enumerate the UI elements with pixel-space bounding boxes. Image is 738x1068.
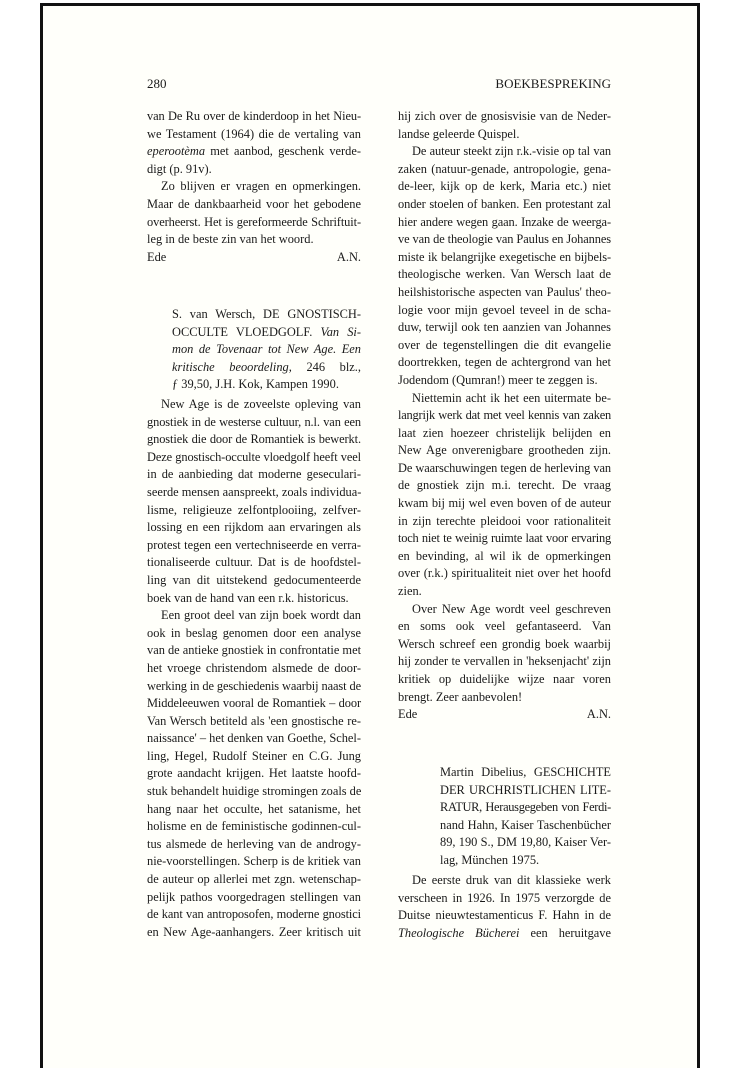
text: hang naar het occulte, het satanisme, het xyxy=(147,801,361,816)
text-line xyxy=(172,306,361,324)
text-line xyxy=(398,108,611,126)
text: lossing en een rijkdom aan ervaringen als xyxy=(147,520,361,535)
text: New Age is de zoveelste opleving van xyxy=(161,397,361,411)
text-line xyxy=(398,601,611,619)
text-line xyxy=(147,161,361,179)
italic-text: Theologische Bücherei xyxy=(398,925,520,940)
text-line xyxy=(398,390,611,408)
text: digt (p. 91v). xyxy=(147,161,212,176)
text: overheerst. Het is gereformeerde Schriftuit- xyxy=(147,214,361,229)
text-line xyxy=(398,460,611,478)
text: nie-voorstellingen. Scherp is de kritiek van xyxy=(147,854,361,869)
text-line xyxy=(147,625,361,643)
text-line xyxy=(147,695,361,713)
text-line xyxy=(147,414,361,432)
text-line xyxy=(147,126,361,144)
text-line xyxy=(398,583,611,601)
text: Wersch schreef een grondig boek waarbij xyxy=(398,636,611,651)
text-line xyxy=(398,266,611,284)
text-line xyxy=(147,801,361,819)
text-line xyxy=(147,554,361,572)
text: langrijk werk dat met veel kennis van zaken xyxy=(398,408,611,423)
text-line xyxy=(398,442,611,460)
signature-initials: A.N. xyxy=(336,249,361,264)
text-line xyxy=(147,396,361,414)
text-line xyxy=(398,890,611,908)
text: 89, 190 S., DM 19,80, Kaiser Ver- xyxy=(440,835,611,850)
text-line xyxy=(147,196,361,214)
text: Zo blijven er vragen en opmerkingen. xyxy=(161,179,361,194)
text: De auteur steekt zijn r.k.-visie op tal van xyxy=(412,144,611,159)
text-line xyxy=(398,249,611,267)
paragraph-block xyxy=(398,108,611,706)
text: kwam bij mij wel even boven of de auteur xyxy=(398,496,611,511)
text: S. van Wersch, DE GNOSTISCH- xyxy=(172,307,361,321)
text-line xyxy=(398,354,611,372)
text-line xyxy=(147,765,361,783)
text: over de tegenstellingen die dit evangelie xyxy=(398,337,611,352)
text-line xyxy=(398,565,611,583)
text-line xyxy=(147,231,361,249)
text-line xyxy=(398,618,611,636)
text-line xyxy=(147,143,361,161)
text: een heruitgave xyxy=(519,925,612,940)
text-line xyxy=(398,143,611,161)
text: in de aanbieding dat moderne geseculari- xyxy=(147,467,361,482)
text: ling, Hegel, Rudolf Steiner en C.G. Jung xyxy=(147,748,361,763)
text: Jodendom (Qumran!) meer te zeggen is. xyxy=(398,372,598,387)
text: gnostiek in de westerse cultuur, n.l. van een xyxy=(147,414,361,429)
text-line xyxy=(147,730,361,748)
text-line xyxy=(147,572,361,590)
text-line xyxy=(147,660,361,678)
left-column-body xyxy=(147,396,361,941)
text: naissance' – het denken van Goethe, Schel- xyxy=(147,731,361,746)
text: Middeleeuwen vooral de Romantiek – door xyxy=(147,696,361,711)
citation-block xyxy=(172,306,361,394)
text-line xyxy=(398,407,611,425)
italic-text: kritische beoordeling, xyxy=(172,359,292,374)
text-line xyxy=(147,678,361,696)
book-citation-2 xyxy=(440,764,611,870)
text: theologische werken. Van Wersch laat de xyxy=(398,267,611,282)
text: tus alsmede de herleving van de androgy- xyxy=(147,836,361,851)
text: nand Hahn, Kaiser Taschenbücher xyxy=(440,817,611,832)
citation-block xyxy=(440,764,611,870)
text-line xyxy=(398,319,611,337)
text: Duitse nieuwtestamenticus F. Hahn in de xyxy=(398,908,611,923)
text-line xyxy=(172,359,361,377)
signature-place: Ede xyxy=(398,707,418,722)
text: van De Ru over de kinderdoop in het Nieu- xyxy=(147,109,361,123)
left-column-top xyxy=(147,108,361,266)
text-line xyxy=(398,196,611,214)
text-line xyxy=(398,925,611,943)
text-line xyxy=(147,108,361,126)
text-line xyxy=(398,284,611,302)
text: Martin Dibelius, GESCHICHTE xyxy=(440,765,611,779)
text: onder stoelen of banken. Een protestant zal xyxy=(398,196,611,211)
text-line xyxy=(398,513,611,531)
text-line xyxy=(147,502,361,520)
text-line xyxy=(147,889,361,907)
text-line xyxy=(147,466,361,484)
text: laat zien hoezeer christelijk belijden en xyxy=(398,425,611,440)
signature-initials: A.N. xyxy=(586,707,611,722)
text-line xyxy=(440,764,611,782)
text: zien. xyxy=(398,584,422,599)
book-citation-1 xyxy=(172,306,361,394)
text: ling van dit uitstekend gedocumenteerde xyxy=(147,572,361,587)
text: ook in beslag genomen door een analyse xyxy=(147,625,361,640)
text: en soms ook veel gefantaseerd. Van xyxy=(398,619,611,634)
text: Een groot deel van zijn boek wordt dan xyxy=(161,608,361,623)
text-line xyxy=(398,636,611,654)
text: en New Age-aanhangers. Zeer kritisch uit xyxy=(147,924,361,939)
text: zaken (natuur-genade, antropologie, gena- xyxy=(398,161,611,176)
text: doortrekken, tegen de achtergrond van het xyxy=(398,355,611,370)
text: grote aandacht krijgen. Het laatste hoofd- xyxy=(147,766,361,781)
right-column-body xyxy=(398,872,611,942)
text-line xyxy=(147,537,361,555)
text: RATUR, Herausgegeben von Ferdi- xyxy=(440,800,611,815)
text-line xyxy=(147,449,361,467)
text: miste ik belangrijke exegetische en bijbels- xyxy=(398,249,611,264)
signature xyxy=(147,249,361,267)
text-line xyxy=(147,836,361,854)
text-line xyxy=(440,817,611,835)
text-line xyxy=(398,302,611,320)
text-line xyxy=(147,590,361,608)
text: de kant van antroposofen, moderne gnostici xyxy=(147,907,361,922)
paragraph-block xyxy=(398,872,611,942)
text-line xyxy=(147,871,361,889)
italic-text: Van Si- xyxy=(320,324,361,339)
text-line xyxy=(398,530,611,548)
text: brengt. Zeer aanbevolen! xyxy=(398,689,523,704)
text: DER URCHRISTLICHEN LITE- xyxy=(440,782,611,797)
text: De eerste druk van dit klassieke werk xyxy=(412,873,611,887)
text: Deze gnostisch-occulte vloedgolf heeft veel xyxy=(147,449,361,464)
text: van de antieke gnostiek in confrontatie met xyxy=(147,643,362,658)
signature xyxy=(398,706,611,724)
text-line xyxy=(147,783,361,801)
right-column-top xyxy=(398,108,611,724)
text: hij zich over de gnosisvisie van de Neder- xyxy=(398,109,611,123)
text-line xyxy=(147,906,361,924)
text-line xyxy=(398,214,611,232)
text: hier andere wegen gaan. Inzake de weerga- xyxy=(398,214,611,229)
text-line xyxy=(398,178,611,196)
text-line xyxy=(440,852,611,870)
text: protest tegen een vertechniseerde en verra- xyxy=(147,537,361,552)
text-line xyxy=(147,484,361,502)
text-line xyxy=(440,834,611,852)
text: in zijn terechte pleidooi voor rationaliteit xyxy=(398,513,611,528)
text: ve van de theologie van Paulus en Johannes xyxy=(398,232,611,247)
text: boek van de hand van een r.k. historicus. xyxy=(147,590,349,605)
text: werking in de geschiedenis waarbij naast de xyxy=(147,678,361,693)
text: OCCULTE VLOEDGOLF. xyxy=(172,324,321,339)
text-line xyxy=(147,924,361,942)
text: kritiek op duidelijke wijze naar voren xyxy=(398,672,611,686)
text: Van Wersch betiteld als 'een gnostische re- xyxy=(147,713,361,728)
text-line xyxy=(147,214,361,232)
italic-text: eperootèma xyxy=(147,144,206,159)
text-line xyxy=(147,178,361,196)
text: pelijk pathos voorgedragen stellingen van xyxy=(147,889,361,904)
text: lag, München 1975. xyxy=(440,852,540,867)
text-line xyxy=(398,548,611,566)
text: holisme en de feministische godinnen-cul- xyxy=(147,819,361,834)
text: landse geleerde Quispel. xyxy=(398,126,520,141)
text-line xyxy=(172,324,361,342)
text: verscheen in 1926. In 1975 verzorgde de xyxy=(398,890,611,905)
text: we Testament (1964) die de vertaling van xyxy=(147,126,361,141)
text: seerde mensen aanspreekt, zoals individua- xyxy=(147,484,362,499)
text: heilshistorische aspecten van Paulus' theo- xyxy=(398,284,611,299)
text: lisme, religieuze zelfontplooiing, zelfver- xyxy=(147,502,361,517)
text: Over New Age wordt veel geschreven xyxy=(412,601,611,616)
text: toch niet te weinig ruimte laat voor ervaring xyxy=(398,531,611,546)
text-line xyxy=(398,337,611,355)
text-line xyxy=(147,818,361,836)
text: en bevinding, al wil ik de opmerkingen xyxy=(398,548,611,563)
text: Maar de dankbaarheid voor het gebodene xyxy=(147,196,361,211)
text-line xyxy=(398,872,611,890)
italic-text: mon de Tovenaar tot New Age. Een xyxy=(172,342,361,357)
text: stuk behandelt huidige stromingen zoals de xyxy=(147,784,362,799)
text-line xyxy=(398,907,611,925)
text-line xyxy=(398,671,611,689)
text-line xyxy=(398,689,611,707)
text: Niettemin acht ik het een uitermate be- xyxy=(412,390,611,405)
text: gnostiek die door de Romantiek is bewerkt. xyxy=(147,432,361,447)
text: de auteur op allerlei met zgn. wetenschap- xyxy=(147,872,361,887)
text-line xyxy=(398,161,611,179)
page-number: 280 xyxy=(147,76,167,91)
text-line xyxy=(147,713,361,731)
text-line xyxy=(147,642,361,660)
text-line xyxy=(147,748,361,766)
text-line xyxy=(398,231,611,249)
text-line xyxy=(147,853,361,871)
text: het vroege christendom alsmede de door- xyxy=(147,660,361,675)
text: met aanbod, geschenk verde- xyxy=(205,144,361,159)
text: duw, terwijl ook ten aanzien van Johannes xyxy=(398,320,611,335)
text-line xyxy=(398,372,611,390)
text-line xyxy=(440,782,611,800)
text-line xyxy=(398,425,611,443)
text: De waarschuwingen tegen de herleving van xyxy=(398,460,611,475)
text: New Age onverenigbare grootheden zijn. xyxy=(398,443,611,458)
text: ƒ 39,50, J.H. Kok, Kampen 1990. xyxy=(172,377,339,392)
text-line xyxy=(147,431,361,449)
text: over (r.k.) spiritualiteit niet over het hoofd xyxy=(398,566,611,581)
paragraph-block xyxy=(147,396,361,941)
text-line xyxy=(398,477,611,495)
text-line xyxy=(172,376,361,394)
text: tionaliseerde cultuur. Dat is de hoofdstel- xyxy=(147,555,361,570)
running-header: BOEKBESPREKING xyxy=(495,76,611,91)
text-line xyxy=(172,341,361,359)
text: de gnostiek zijn m.i. terecht. De vraag xyxy=(398,478,611,493)
text-line xyxy=(147,607,361,625)
text: de-leer, kijk op de kerk, Maria etc.) niet xyxy=(398,179,611,194)
signature-place: Ede xyxy=(147,249,167,264)
text: 246 blz., xyxy=(291,359,361,374)
text-line xyxy=(440,799,611,817)
text-line xyxy=(398,126,611,144)
text: logie voor mijn gevoel teveel in de scha- xyxy=(398,302,611,317)
text-line xyxy=(398,653,611,671)
paragraph-block xyxy=(147,108,361,249)
text: leg in de beste zin van het woord. xyxy=(147,232,314,247)
text-line xyxy=(147,519,361,537)
text-line xyxy=(398,495,611,513)
text: hij zonder te vervallen in 'heksenjacht' zijn xyxy=(398,654,611,669)
